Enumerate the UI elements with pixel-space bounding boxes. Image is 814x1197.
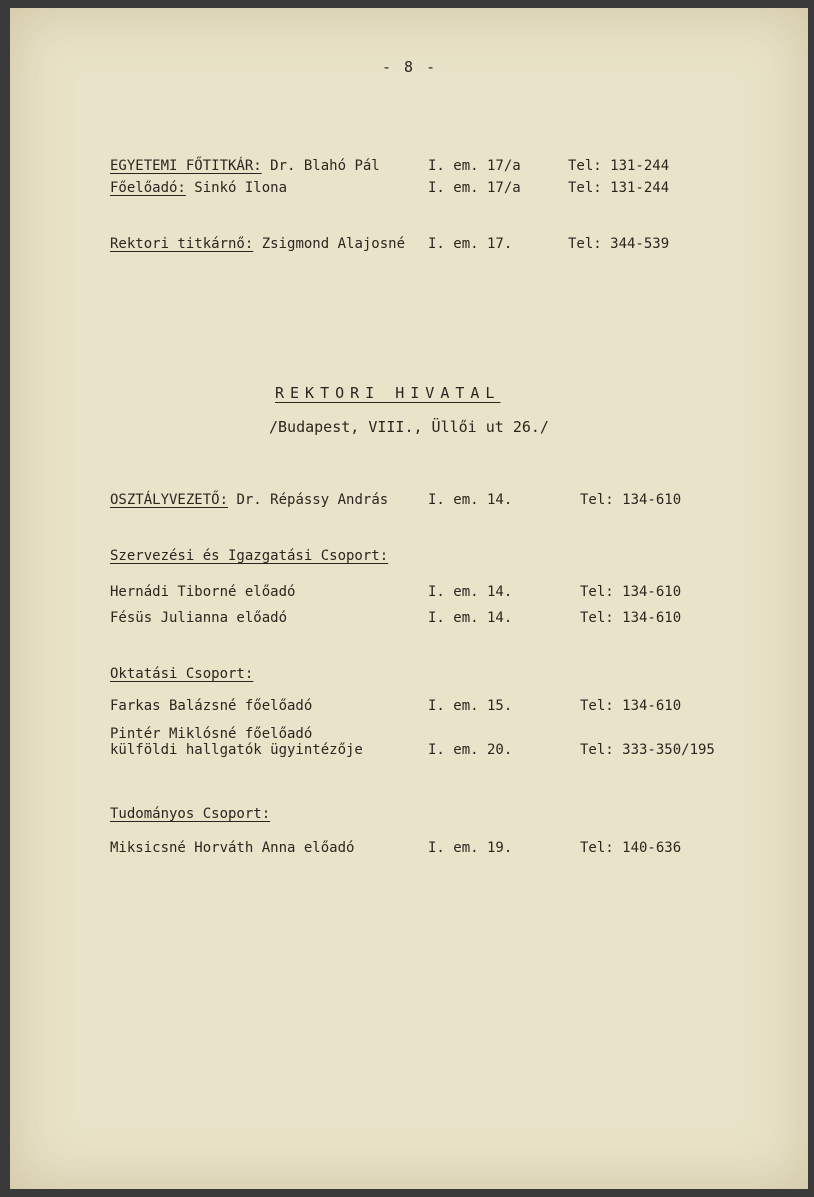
entry-row (110, 584, 750, 602)
person-name: Miksicsné Horváth Anna előadó (110, 840, 355, 856)
role-label: OSZTÁLYVEZETŐ: (110, 492, 229, 508)
entry-row (110, 158, 750, 176)
person-name: Sinkó Ilona (194, 180, 288, 196)
entry-row (110, 180, 750, 198)
phone: Tel: 333-350/195 (580, 742, 715, 758)
person-name: Pintér Miklósné főelőadó (110, 726, 313, 742)
room: I. em. 17. (428, 236, 513, 252)
document-page (10, 8, 808, 1189)
office-title: REKTORI HIVATAL (275, 384, 501, 402)
room: I. em. 20. (428, 742, 513, 758)
phone: Tel: 134-610 (580, 492, 682, 508)
phone: Tel: 131-244 (568, 180, 670, 196)
person-name: Hernádi Tiborné előadó (110, 584, 296, 600)
phone: Tel: 134-610 (580, 698, 682, 714)
role-label: Rektori titkárnő: (110, 236, 254, 252)
role-label: Főelőadó: (110, 180, 186, 196)
group-title: Szervezési és Igazgatási Csoport: (110, 548, 389, 564)
entry-row (110, 236, 750, 254)
person-name: Zsigmond Alajosné (261, 236, 406, 252)
room: I. em. 14. (428, 584, 513, 600)
phone: Tel: 134-610 (580, 584, 682, 600)
role-label: EGYETEMI FŐTITKÁR: (110, 158, 262, 174)
phone: Tel: 131-244 (568, 158, 670, 174)
phone: Tel: 344-539 (568, 236, 670, 252)
group-title: Oktatási Csoport: (110, 666, 254, 682)
room: I. em. 17/a (428, 158, 521, 174)
entry-row (110, 840, 750, 858)
person-name: Dr. Blahó Pál (270, 158, 380, 174)
person-name: Dr. Répássy András (236, 492, 389, 508)
entry-row (110, 742, 750, 760)
group-title: Tudományos Csoport: (110, 806, 271, 822)
room: I. em. 14. (428, 610, 513, 626)
phone: Tel: 140-636 (580, 840, 682, 856)
room: I. em. 17/a (428, 180, 521, 196)
page-number: - 8 - (382, 58, 438, 76)
entry-row (110, 698, 750, 716)
person-name: Farkas Balázsné főelőadó (110, 698, 313, 714)
room: I. em. 15. (428, 698, 513, 714)
entry-row (110, 610, 750, 628)
office-address: /Budapest, VIII., Üllői ut 26./ (269, 418, 549, 436)
room: I. em. 19. (428, 840, 513, 856)
person-name: Fésüs Julianna előadó (110, 610, 288, 626)
person-role-detail: külföldi hallgatók ügyintézője (110, 742, 363, 758)
room: I. em. 14. (428, 492, 513, 508)
phone: Tel: 134-610 (580, 610, 682, 626)
entry-row (110, 492, 750, 510)
